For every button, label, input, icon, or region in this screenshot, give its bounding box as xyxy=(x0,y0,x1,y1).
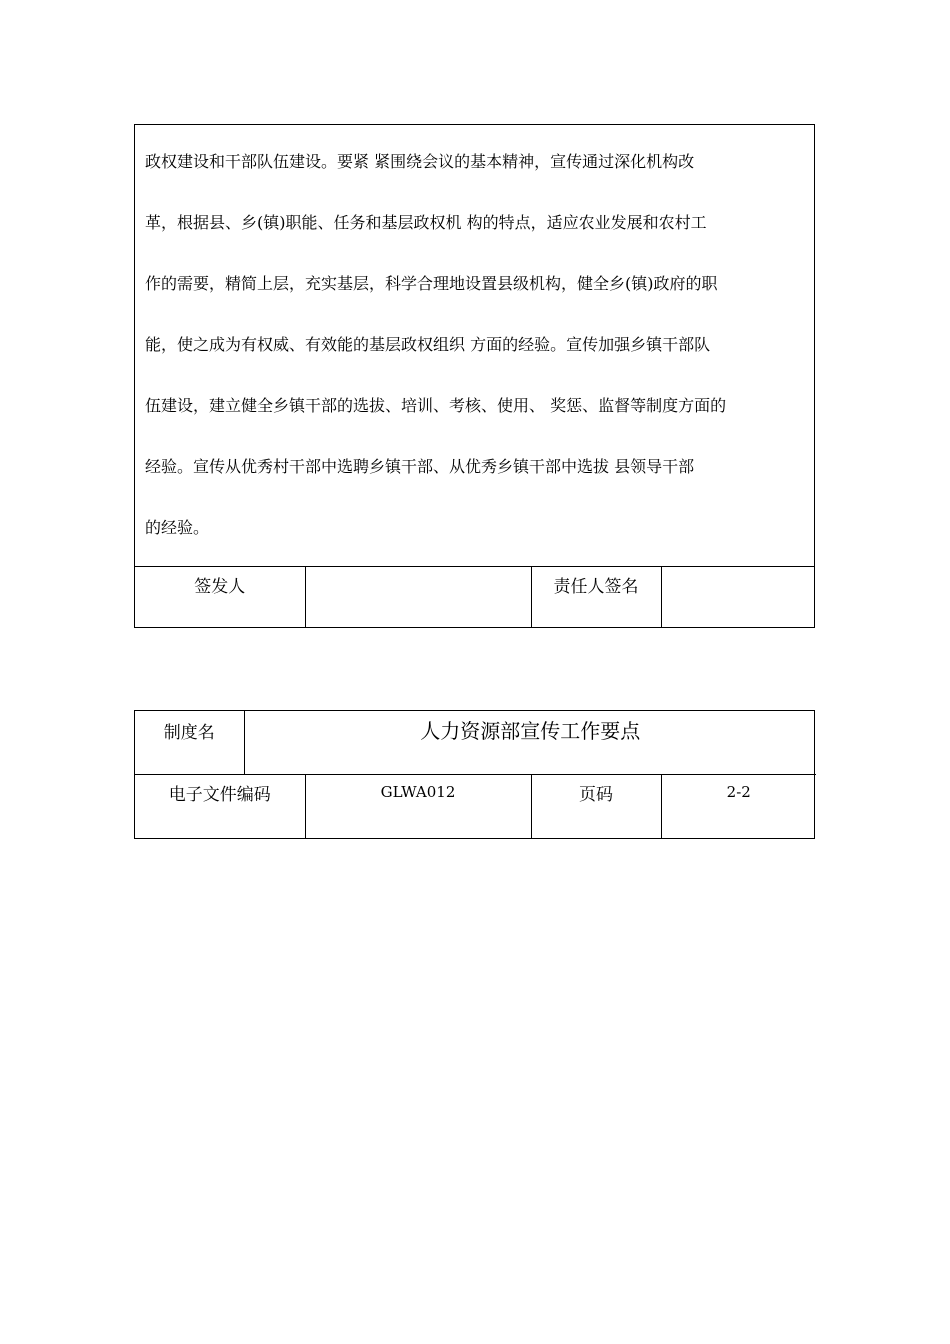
body-paragraph xyxy=(135,125,814,567)
body-line: 能，使之成为有权威、有效能的基层政权组织 方面的经验。宣传加强乡镇干部队 xyxy=(145,335,711,354)
meta-title-row xyxy=(135,711,816,775)
document-meta-block xyxy=(134,710,815,839)
document-content-block xyxy=(134,124,815,628)
body-line: 作的需要，精简上层，充实基层，科学合理地设置县级机构，健全乡(镇)政府的职 xyxy=(145,274,718,293)
body-line: 革，根据县、乡(镇)职能、任务和基层政权机 构的特点，适应农业发展和农村工 xyxy=(145,213,707,232)
issuer-label: 签发人 xyxy=(135,567,305,627)
body-line: 的经验。 xyxy=(145,518,210,537)
body-line: 经验。宣传从优秀村干部中选聘乡镇干部、从优秀乡镇干部中选拔 县领导干部 xyxy=(145,457,695,476)
meta-code-row xyxy=(135,775,816,839)
signature-table xyxy=(135,567,816,627)
file-code-label: 电子文件编码 xyxy=(135,775,305,839)
page-number-value: 2-2 xyxy=(661,775,816,839)
responsible-signature-label: 责任人签名 xyxy=(531,567,661,627)
page-number-label: 页码 xyxy=(531,775,661,839)
responsible-signature-field[interactable] xyxy=(661,567,816,627)
body-line: 伍建设，建立健全乡镇干部的选拔、培训、考核、使用、 奖惩、监督等制度方面的 xyxy=(145,396,727,415)
document-title: 人力资源部宣传工作要点 xyxy=(244,711,816,775)
regulation-name-label: 制度名 xyxy=(135,711,244,775)
body-line: 政权建设和干部队伍建设。要紧 紧围绕会议的基本精神，宣传通过深化机构改 xyxy=(145,152,695,171)
signature-row xyxy=(135,567,816,627)
file-code-value: GLWA012 xyxy=(305,775,531,839)
issuer-field[interactable] xyxy=(305,567,531,627)
meta-table xyxy=(135,711,816,838)
